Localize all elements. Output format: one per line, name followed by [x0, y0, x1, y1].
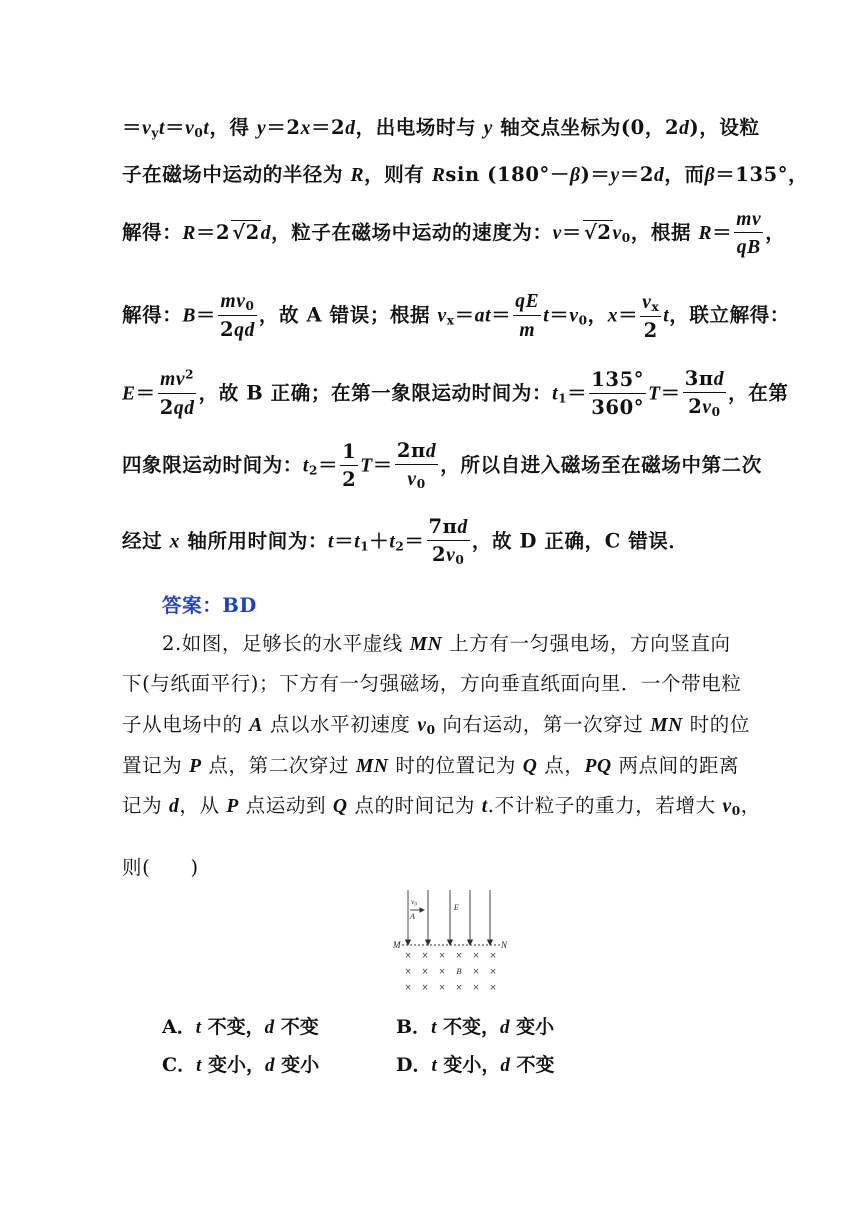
fraction-7pid-2v0 — [427, 516, 470, 568]
cross-mark: × — [455, 983, 463, 993]
symbol: B — [182, 305, 196, 327]
symbol: MN — [409, 634, 443, 655]
subscript: y — [151, 126, 159, 141]
symbol: d — [169, 796, 180, 817]
subscript: 0 — [416, 477, 426, 492]
subscript: 0 — [711, 405, 721, 420]
cross-mark: × — [472, 983, 480, 993]
text: ＝ — [372, 453, 393, 477]
text: 2.如图，足够长的水平虚线 — [162, 632, 410, 655]
text: 点以水平初速度 — [263, 713, 418, 736]
solution-line-4 — [122, 290, 790, 342]
text: 不变， — [201, 1016, 265, 1038]
symbol: v — [417, 715, 427, 736]
symbol: a — [474, 305, 486, 327]
symbol: y — [610, 165, 620, 186]
text: 时的位 — [682, 713, 750, 736]
symbol: t — [543, 305, 550, 327]
question-line-4 — [122, 750, 742, 778]
symbol: R — [182, 222, 196, 244]
cross-mark: × — [455, 951, 463, 961]
option-letter: C． — [162, 1054, 197, 1076]
symbol: A — [249, 715, 264, 736]
symbol: MN — [355, 756, 389, 777]
text: 解得： — [122, 220, 183, 244]
cross-mark: × — [421, 983, 429, 993]
text: ＝ — [712, 220, 733, 244]
label-M: M — [393, 940, 401, 950]
symbol: y — [483, 118, 493, 139]
text: sin (180°－ — [445, 163, 570, 186]
text: 变小， — [436, 1054, 501, 1076]
text: ， — [587, 303, 608, 327]
arrow-head — [426, 940, 431, 945]
subscript: 2 — [308, 463, 318, 478]
subscript: 0 — [245, 299, 255, 314]
option-letter: A． — [162, 1016, 196, 1038]
answer-label: 答案： — [162, 594, 223, 617]
text: ，故 B 正确；在第一象限运动时间为： — [198, 381, 553, 405]
solution-line-3 — [122, 208, 786, 259]
cross-mark: × — [404, 967, 412, 977]
question-line-6 — [122, 852, 742, 880]
text: ，从 — [179, 794, 227, 817]
symbol: Q — [522, 756, 538, 777]
text: ＝ — [660, 381, 681, 405]
fraction-mv-qB — [734, 208, 763, 259]
symbol: t — [203, 118, 210, 139]
symbol: x — [169, 531, 180, 553]
symbol: P — [226, 796, 239, 817]
text: ，而 — [664, 163, 705, 186]
symbol: t — [663, 305, 670, 327]
symbol: R — [431, 165, 446, 186]
option-letter: B． — [396, 1016, 432, 1038]
symbol: v — [642, 291, 652, 313]
text: )＝ — [580, 163, 611, 186]
text: 点， — [537, 754, 585, 777]
text: ＝2 — [266, 116, 301, 139]
sqrt-expression: √2 — [583, 220, 612, 244]
fraction-qE-m — [513, 290, 541, 341]
text: 变小， — [201, 1054, 266, 1076]
text: 置记为 — [122, 754, 190, 777]
fraction-mv0sq-2qd — [158, 368, 197, 419]
symbol: x — [300, 118, 311, 139]
question-line-3 — [122, 709, 750, 738]
text: 2 — [245, 220, 260, 244]
text: ＝ — [122, 116, 143, 139]
subscript: x — [446, 313, 455, 328]
arrow-head — [406, 940, 411, 945]
option-A[interactable] — [162, 1012, 319, 1039]
symbol: Q — [332, 796, 348, 817]
fraction-vx-2 — [640, 291, 661, 342]
text: 2 — [688, 395, 703, 419]
text: 四象限运动时间为： — [122, 453, 303, 477]
symbol: v — [702, 397, 712, 419]
cross-mark: × — [438, 967, 446, 977]
cross-mark: × — [489, 967, 497, 977]
symbol: d — [679, 118, 690, 139]
symbol: E — [122, 383, 136, 405]
subscript: 1 — [360, 539, 370, 554]
label-E: E — [454, 903, 459, 912]
text: ＝ — [334, 529, 355, 553]
text: ＝ — [165, 116, 186, 139]
text: 则( ) — [122, 856, 199, 879]
symbol: β — [704, 165, 716, 186]
text: 2 — [643, 318, 658, 342]
symbol: d — [500, 1055, 510, 1076]
subscript: 1 — [558, 391, 568, 406]
symbol: d — [654, 165, 665, 186]
symbol: d — [499, 1017, 510, 1038]
subscript: 0 — [194, 126, 204, 141]
symbol: t — [354, 531, 361, 553]
symbol: R — [698, 222, 713, 244]
text: 2 — [431, 543, 447, 567]
label-v0: $v_0$ — [411, 897, 417, 908]
arrow-head — [488, 940, 493, 945]
text: ＝2 — [310, 116, 346, 139]
symbol: β — [569, 165, 581, 186]
text: 时的位置记为 — [388, 754, 523, 777]
subscript: 0 — [621, 230, 631, 245]
symbol: m — [160, 369, 176, 391]
symbol: d — [713, 369, 725, 390]
sqrt-expression: √2 — [232, 220, 260, 244]
symbol: q — [173, 397, 185, 419]
symbol: q — [736, 237, 748, 259]
text: 不变 — [274, 1016, 319, 1038]
symbol: t — [485, 305, 492, 327]
text: 两点间的距离 — [611, 754, 740, 777]
symbol: v — [552, 222, 562, 244]
text: ＝ — [135, 381, 156, 405]
subscript: 0 — [731, 804, 741, 819]
cross-mark: × — [421, 967, 429, 977]
subscript: 2 — [395, 539, 405, 554]
symbol: v — [437, 305, 447, 327]
text: 子在磁场中运动的半径为 — [122, 163, 351, 186]
symbol: m — [736, 209, 753, 230]
symbol: MN — [650, 715, 683, 736]
text: 经过 — [122, 529, 170, 553]
text: 2π — [396, 439, 426, 462]
question-line-1 — [162, 628, 782, 656]
text: ＝ — [618, 303, 639, 327]
symbol: B — [747, 237, 761, 259]
symbol: m — [220, 291, 237, 312]
text: 点的时间记为 — [347, 794, 482, 817]
symbol: d — [264, 1017, 275, 1038]
symbol: t — [431, 1017, 437, 1038]
option-C[interactable] — [162, 1050, 319, 1077]
text: ，故 A 错误；根据 — [258, 303, 438, 327]
symbol: v — [185, 118, 195, 139]
subscript: x — [651, 299, 660, 314]
symbol: v — [722, 796, 732, 817]
text: 1 — [342, 440, 357, 464]
text: 不变， — [436, 1016, 500, 1038]
symbol: d — [345, 118, 356, 139]
text: ＝ — [454, 303, 475, 327]
cross-mark: × — [489, 951, 497, 961]
text: 记为 — [122, 794, 169, 817]
option-B[interactable] — [396, 1012, 554, 1039]
subscript: 0 — [426, 723, 436, 738]
text: 上方有一匀强电场，方向竖直向 — [442, 632, 731, 655]
symbol: T — [648, 383, 661, 405]
symbol: d — [244, 320, 255, 342]
cross-mark: × — [472, 967, 480, 977]
text: 点，第二次穿过 — [201, 754, 356, 777]
text: ＝2 — [619, 163, 655, 186]
symbol: v — [142, 118, 152, 139]
text: 7π — [428, 515, 458, 538]
text: 2 — [220, 318, 235, 342]
symbol: m — [519, 319, 536, 341]
question-line-5 — [122, 790, 761, 819]
solution-line-5 — [122, 367, 789, 420]
symbol: q — [234, 320, 245, 342]
symbol: d — [260, 222, 272, 244]
label-B: B — [456, 966, 462, 976]
symbol: v — [752, 209, 762, 230]
symbol: v — [175, 369, 186, 391]
fraction-1-2 — [340, 441, 358, 490]
answer-value: BD — [222, 594, 257, 617]
text: ，故 D 正确，C 错误． — [471, 529, 689, 553]
symbol: t — [328, 531, 335, 553]
symbol: t — [481, 796, 488, 817]
option-D[interactable] — [396, 1050, 555, 1077]
cross-mark: × — [421, 951, 429, 961]
symbol: R — [350, 165, 365, 186]
text: 子从电场中的 — [122, 713, 250, 736]
symbol: v — [446, 545, 456, 567]
option-letter: D． — [396, 1054, 432, 1076]
symbol: PQ — [584, 756, 612, 777]
velocity-arrow-head — [420, 908, 424, 912]
symbol: v — [236, 291, 246, 312]
text: 135° — [591, 368, 645, 392]
text: ＝ — [195, 303, 217, 327]
symbol: T — [360, 455, 373, 477]
cross-mark: × — [404, 983, 412, 993]
symbol: t — [302, 455, 309, 477]
symbol: t — [552, 383, 559, 405]
subscript: 0 — [578, 313, 588, 328]
text: .不计粒子的重力，若增大 — [487, 794, 723, 817]
text: )，设粒 — [689, 116, 760, 139]
text: 解得： — [122, 303, 183, 327]
text: 轴交点坐标为(0，2 — [492, 116, 680, 139]
text: ，粒子在磁场中运动的速度为： — [271, 220, 553, 244]
fraction-135-360 — [589, 369, 646, 418]
text: 下(与纸面平行)；下方有一匀强磁场，方向垂直纸面向里．一个带电粒 — [122, 672, 742, 695]
text: ， — [765, 220, 786, 244]
arrow-head — [448, 940, 453, 945]
symbol: d — [457, 517, 468, 538]
symbol: v — [407, 469, 417, 491]
text: ＝ — [561, 220, 582, 244]
cross-mark: × — [472, 951, 480, 961]
fraction-mv0-2qd — [218, 290, 257, 342]
text: 2 — [159, 395, 174, 419]
symbol: x — [607, 305, 619, 327]
symbol: d — [184, 397, 195, 419]
text: ，所以自进入磁场至在磁场中第二次 — [440, 453, 762, 477]
text: 不变 — [509, 1054, 555, 1076]
text: 3π — [684, 367, 714, 390]
text: ，得 — [209, 116, 258, 139]
cross-mark: × — [404, 951, 412, 961]
text: ，则有 — [364, 163, 432, 186]
text: ＝2 — [195, 220, 231, 244]
text: ＋ — [369, 529, 390, 553]
symbol: E — [525, 291, 540, 313]
text: 轴所用时间为： — [179, 529, 329, 553]
label-A: A — [410, 912, 415, 921]
symbol: q — [515, 291, 526, 313]
text: ＝ — [404, 529, 425, 553]
solution-line-6 — [122, 439, 762, 492]
subscript: 0 — [455, 553, 465, 568]
arrow-head — [468, 940, 473, 945]
solution-line-7 — [122, 516, 742, 568]
text: 点运动到 — [238, 794, 333, 817]
text: ＝ — [491, 303, 512, 327]
text: ， — [740, 794, 761, 817]
text: ，根据 — [630, 220, 699, 244]
text: 变小 — [274, 1054, 320, 1076]
solution-line-1 — [122, 112, 760, 141]
text: ＝135°， — [715, 163, 809, 186]
text: 2 — [342, 467, 357, 491]
text: ＝ — [567, 381, 588, 405]
text: ，在第 — [728, 381, 789, 405]
symbol: P — [189, 756, 202, 777]
cross-mark: × — [438, 983, 446, 993]
text: ，出电场时与 — [355, 116, 484, 139]
text: 360° — [591, 395, 645, 419]
question-line-2 — [122, 668, 742, 696]
symbol: t — [196, 1055, 202, 1076]
text: ＝ — [317, 453, 339, 477]
symbol: t — [195, 1017, 202, 1038]
label-N: N — [501, 940, 508, 950]
fraction-2pid-v0 — [395, 440, 438, 492]
text: 向右运动，第一次穿过 — [435, 713, 651, 736]
fraction-3pid-2v0 — [683, 368, 726, 420]
text: ，联立解得： — [669, 303, 790, 327]
text: 变小 — [509, 1016, 555, 1038]
symbol: d — [265, 1055, 275, 1076]
symbol: v — [569, 305, 579, 327]
cross-mark: × — [489, 983, 497, 993]
cross-mark: × — [438, 951, 446, 961]
text: ＝ — [549, 303, 570, 327]
solution-line-2 — [122, 159, 809, 187]
field-diagram — [388, 888, 512, 1000]
text: 2 — [597, 220, 612, 244]
symbol: v — [612, 222, 622, 244]
answer-line — [162, 590, 782, 618]
symbol: y — [257, 118, 267, 139]
symbol: t — [389, 531, 396, 553]
symbol: t — [159, 118, 166, 139]
symbol: t — [431, 1055, 437, 1076]
symbol: d — [425, 441, 437, 462]
superscript: 2 — [185, 367, 195, 382]
